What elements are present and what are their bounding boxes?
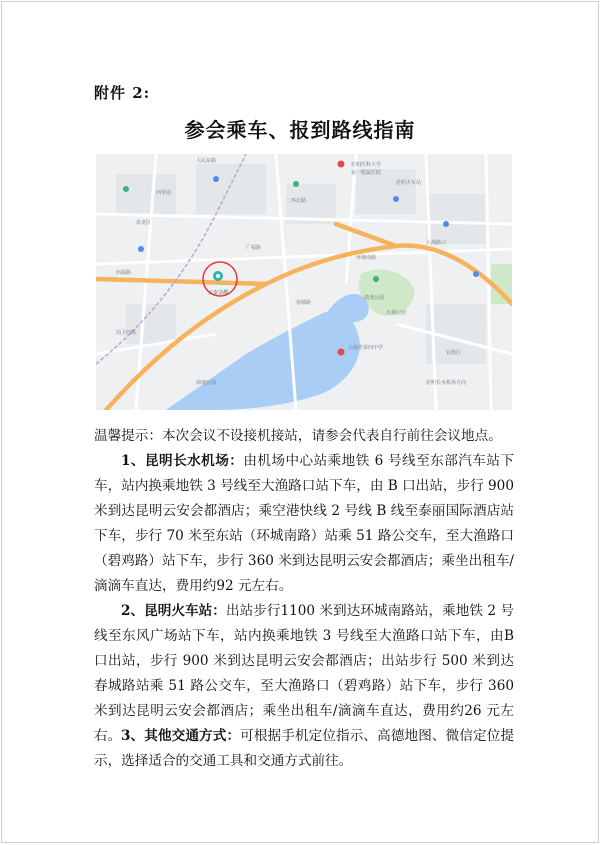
map-label: 西福路 xyxy=(116,270,132,276)
page-title: 参会乘车、报到路线指南 xyxy=(184,118,416,142)
map-label: 二环北路 xyxy=(286,198,307,204)
section-text: 可根据手机定位指示、高德地图、微信定位提示，选择适合的交通工具和交通方式前往。 xyxy=(94,728,515,769)
section-heading: 3、其他交通方式： xyxy=(121,728,241,744)
tip-text: 温馨提示：本次会议不设接机接站，请参会代表自行前往会议地点。 xyxy=(94,428,502,444)
section-text: 出站步行1100 米到达环城南路站，乘地铁 2 号线至东风广场站下车，站内换乘地铁 3 号线至大渔路口站下车，由B口出站，步行 900 米到达昆明云安会都酒店；出站步行 500 米到达春城路站乘 51 路公交车，至大渔路口（碧鸡路）站下车，步行 360 米到达昆明云安会都酒店；乘坐出租车/滴滴车直达，费用约26 元左右。 xyxy=(94,603,514,744)
map-label: 海埂公园 xyxy=(196,380,217,386)
section-heading: 1、昆明长水机场： xyxy=(121,453,244,469)
route-map xyxy=(96,154,512,410)
map-label: 大观公园 xyxy=(386,310,407,316)
map-label: 西华园 xyxy=(156,190,172,196)
map-label: 环城南路 xyxy=(356,255,377,261)
section-heading: 2、昆明火车站： xyxy=(121,603,226,619)
map-label: 云安会都 xyxy=(208,290,229,296)
section-text: 由机场中心站乘地铁 6 号线至东部汽车站下车，站内换乘地铁 3 号线至大渔路口站下车，由 B 口出站，步行 900 米到达昆明云安会都酒店；乘空港快线 2 号线 B 线至泰丽国际酒店站下车，步行 70 米至东站（环城南路）站乘 51 路公交车，至大渔路口（碧鸡路）站下车，步行 360 米到达昆明云安会都酒店；乘坐出租车/滴滴车直达，费用约92 元左右。 xyxy=(94,453,514,594)
document-page xyxy=(1,1,599,843)
map-label: 滇池公园 xyxy=(364,295,385,301)
map-canvas xyxy=(96,154,512,410)
map-label: 第一附属医院 xyxy=(351,170,382,176)
tip-paragraph xyxy=(94,424,514,449)
map-label: 人民东路 xyxy=(196,158,217,164)
map-label: 昆明医科大学 xyxy=(351,162,382,168)
map-label: 广福路 xyxy=(246,245,262,251)
section-airport xyxy=(94,449,514,599)
map-label: 昆明长水机场方向 xyxy=(426,380,467,386)
map-label: 昆明火车站 xyxy=(396,180,422,186)
map-label: 前卫西路 xyxy=(116,330,137,336)
map-label: 盘龙区 xyxy=(136,220,152,226)
section-other-transport xyxy=(94,724,514,774)
map-label: 大渔路口 xyxy=(426,240,447,246)
attachment-label: 附件 2: xyxy=(94,84,151,102)
location-pin-icon xyxy=(213,271,223,281)
map-label: 官渡区 xyxy=(446,350,462,356)
map-label: 春城路 xyxy=(296,300,312,306)
map-label: 云南省第四中学 xyxy=(348,345,384,351)
